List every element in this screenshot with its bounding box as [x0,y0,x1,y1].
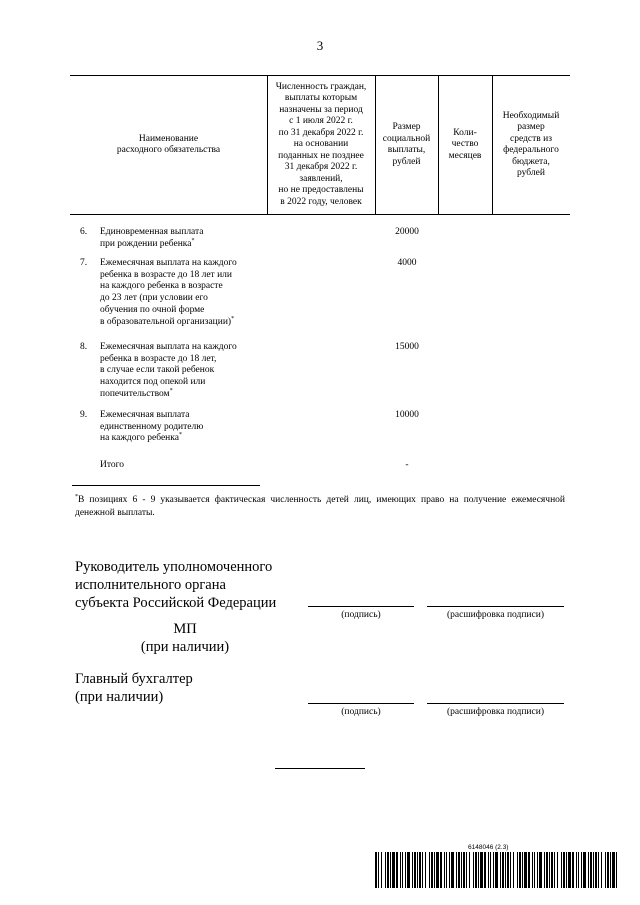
accountant-signature-caption: (подпись) [341,707,381,717]
row-label: Единовременная выплата при рождении ребенка* [100,227,204,249]
row-amount: 15000 [395,342,419,352]
closing-rule [275,768,365,769]
row-label: Ежемесячная выплата единственному родителю на каждого ребенка* [100,410,204,444]
head-signature-line [308,606,414,607]
table-header [70,75,570,215]
head-signature-caption: (подпись) [341,610,381,620]
accountant-title: Главный бухгалтер (при наличии) [75,671,193,705]
row-amount: 20000 [395,227,419,237]
header-required: Необходимый размер средств из федерального бюджета, рублей [502,110,560,178]
header-name: Наименование расходного обязательства [116,133,221,155]
footnote: *В позициях 6 - 9 указывается фактическая численность детей лиц, имеющих право на получение ежемесячной денежной выплаты. [75,493,565,518]
accountant-signature-line [308,703,414,704]
row-amount: 4000 [397,258,417,268]
header-citizens: Численность граждан, выплаты которым назначены за период с 1 июля 2022 г. по 31 декабря 2022 г. на основании поданных не позднее 31 декабря 2022 г. заявлений, но не предоставлены в 2022 году, человек [275,81,367,207]
row-label: Ежемесячная выплата на каждого ребенка в возрасте до 18 лет или на каждого ребенка в возрасте до 23 лет (при условии его обучения по очной форме в образовательной организации)* [100,258,237,327]
total-label: Итого [100,460,125,470]
accountant-decode-caption: (расшифровка подписи) [447,707,544,717]
header-months: Коли- чество месяцев [448,127,482,161]
barcode-icon [375,852,617,888]
row-label: Ежемесячная выплата на каждого ребенка в возрасте до 18 лет, в случае если такой ребенок находится под опекой или попечительством* [100,342,237,399]
seal-label: МП (при наличии) [140,621,230,655]
row-amount: 10000 [395,410,419,420]
head-title: Руководитель уполномоченного исполнительного органа субъекта Российской Федерации [75,559,277,611]
page-number: 3 [316,38,324,53]
total-value: - [405,460,409,470]
barcode-number: 6148046 (2.3) [468,844,509,851]
head-decode-caption: (расшифровка подписи) [447,610,544,620]
footnote-divider [72,485,260,486]
head-decode-line [427,606,564,607]
accountant-decode-line [427,703,564,704]
header-amount: Размер социальной выплаты, рублей [382,122,431,167]
